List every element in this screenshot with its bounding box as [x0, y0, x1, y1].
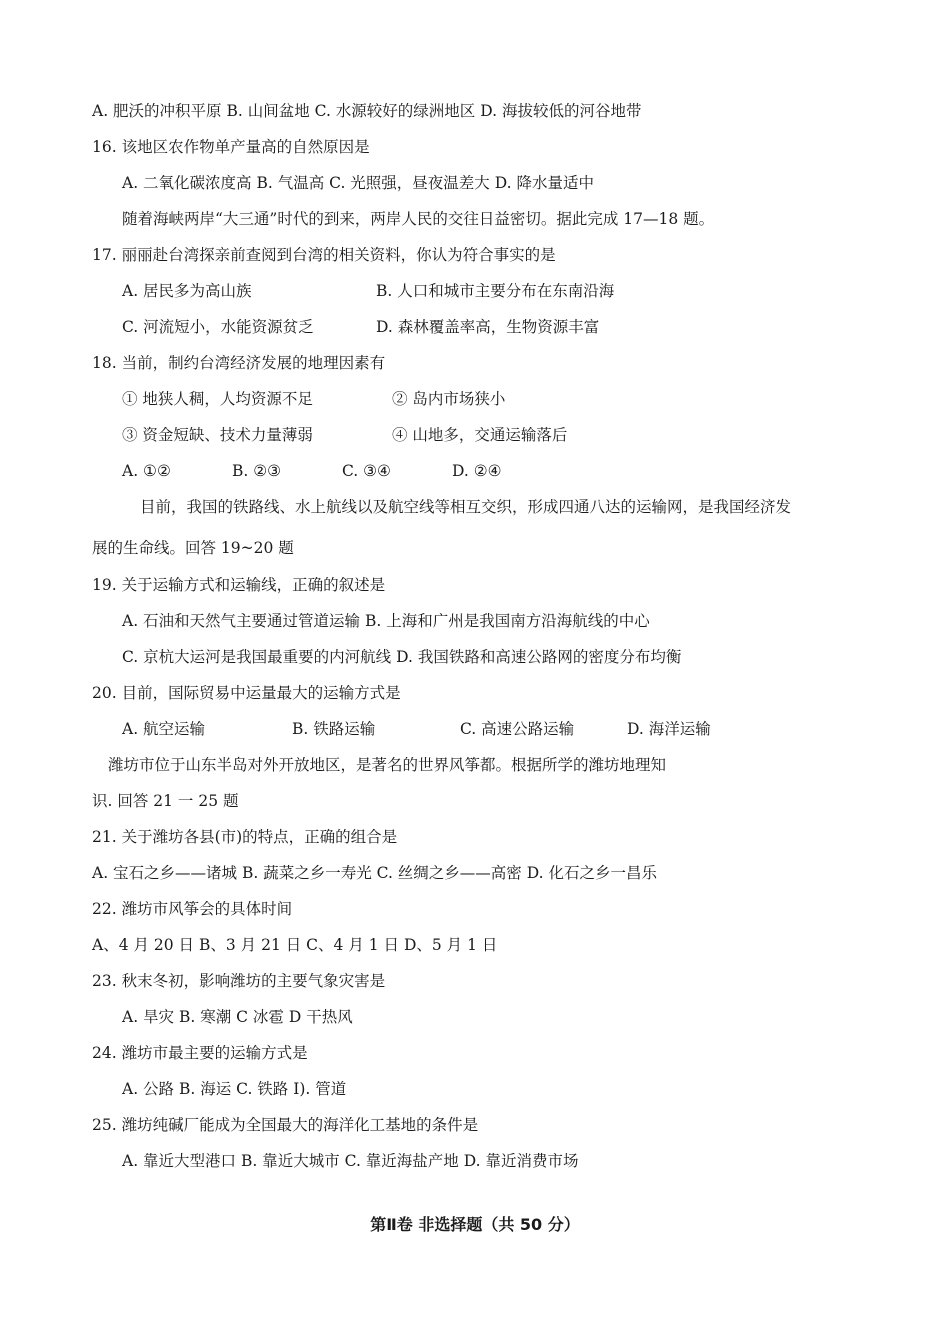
- q17-option-a: A. 居民多为高山族: [122, 282, 252, 300]
- section-title: 第Ⅱ卷 非选择题（共 50 分）: [370, 1215, 580, 1234]
- q24-options: A. 公路 B. 海运 C. 铁路 I). 管道: [122, 1080, 347, 1098]
- q20-option-b: B. 铁路运输: [292, 720, 376, 738]
- q20-option-d: D. 海洋运输: [627, 720, 711, 738]
- q18-option-a: A. ①②: [122, 462, 171, 480]
- q17-option-c: C. 河流短小，水能资源贫乏: [122, 318, 314, 336]
- q20-option-a: A. 航空运输: [122, 720, 206, 738]
- q17-option-d: D. 森林覆盖率高，生物资源丰富: [376, 318, 600, 336]
- q16-stem: 16. 该地区农作物单产量高的自然原因是: [92, 138, 370, 156]
- q25-options: A. 靠近大型港口 B. 靠近大城市 C. 靠近海盐产地 D. 靠近消费市场: [122, 1152, 579, 1170]
- q21-options: A. 宝石之乡——诸城 B. 蔬菜之乡一寿光 C. 丝绸之乡——高密 D. 化石之乡一昌乐: [92, 864, 657, 882]
- passage-17-18: 随着海峡两岸“大三通”时代的到来，两岸人民的交往日益密切。据此完成 17—18 题。: [122, 210, 715, 228]
- q24-stem: 24. 潍坊市最主要的运输方式是: [92, 1044, 308, 1062]
- q23-options: A. 旱灾 B. 寒潮 C 冰雹 D 干热风: [122, 1008, 353, 1026]
- q19-stem: 19. 关于运输方式和运输线，正确的叙述是: [92, 576, 386, 594]
- q25-stem: 25. 潍坊纯碱厂能成为全国最大的海洋化工基地的条件是: [92, 1116, 479, 1134]
- q18-option-d: D. ②④: [452, 462, 502, 480]
- q17-option-b: B. 人口和城市主要分布在东南沿海: [376, 282, 615, 300]
- passage-19-20-line2: 展的生命线。回答 19~20 题: [92, 539, 294, 557]
- q17-stem: 17. 丽丽赴台湾探亲前查阅到台湾的相关资料，你认为符合事实的是: [92, 246, 556, 264]
- q20-stem: 20. 目前，国际贸易中运量最大的运输方式是: [92, 684, 401, 702]
- q18-option-c: C. ③④: [342, 462, 391, 480]
- q23-stem: 23. 秋末冬初，影响潍坊的主要气象灾害是: [92, 972, 386, 990]
- q20-option-c: C. 高速公路运输: [460, 720, 575, 738]
- q18-item-1: ① 地狭人稠，人均资源不足: [122, 390, 313, 408]
- q18-item-3: ③ 资金短缺、技术力量薄弱: [122, 426, 313, 444]
- q19-options-cd: C. 京杭大运河是我国最重要的内河航线 D. 我国铁路和高速公路网的密度分布均衡: [122, 648, 682, 666]
- q15-options: A. 肥沃的冲积平原 B. 山间盆地 C. 水源较好的绿洲地区 D. 海拔较低的河谷地带: [92, 102, 642, 120]
- q16-options: A. 二氧化碳浓度高 B. 气温高 C. 光照强，昼夜温差大 D. 降水量适中: [122, 174, 594, 192]
- q18-item-4: ④ 山地多，交通运输落后: [392, 426, 568, 444]
- q22-stem: 22. 潍坊市风筝会的具体时间: [92, 900, 293, 918]
- q18-item-2: ② 岛内市场狭小: [392, 390, 506, 408]
- q18-option-b: B. ②③: [232, 462, 282, 480]
- q19-options-ab: A. 石油和天然气主要通过管道运输 B. 上海和广州是我国南方沿海航线的中心: [122, 612, 650, 630]
- q21-stem: 21. 关于潍坊各县(市)的特点，正确的组合是: [92, 828, 398, 846]
- passage-21-25-line1: 潍坊市位于山东半岛对外开放地区，是著名的世界风筝都。根据所学的潍坊地理知: [108, 756, 667, 774]
- passage-21-25-line2: 识. 回答 21 一 25 题: [92, 792, 239, 810]
- q18-stem: 18. 当前，制约台湾经济发展的地理因素有: [92, 354, 386, 372]
- passage-19-20-line1: 目前，我国的铁路线、水上航线以及航空线等相互交织，形成四通八达的运输网，是我国经济发: [140, 498, 792, 516]
- q22-options: A、4 月 20 日 B、3 月 21 日 C、4 月 1 日 D、5 月 1 日: [92, 936, 498, 954]
